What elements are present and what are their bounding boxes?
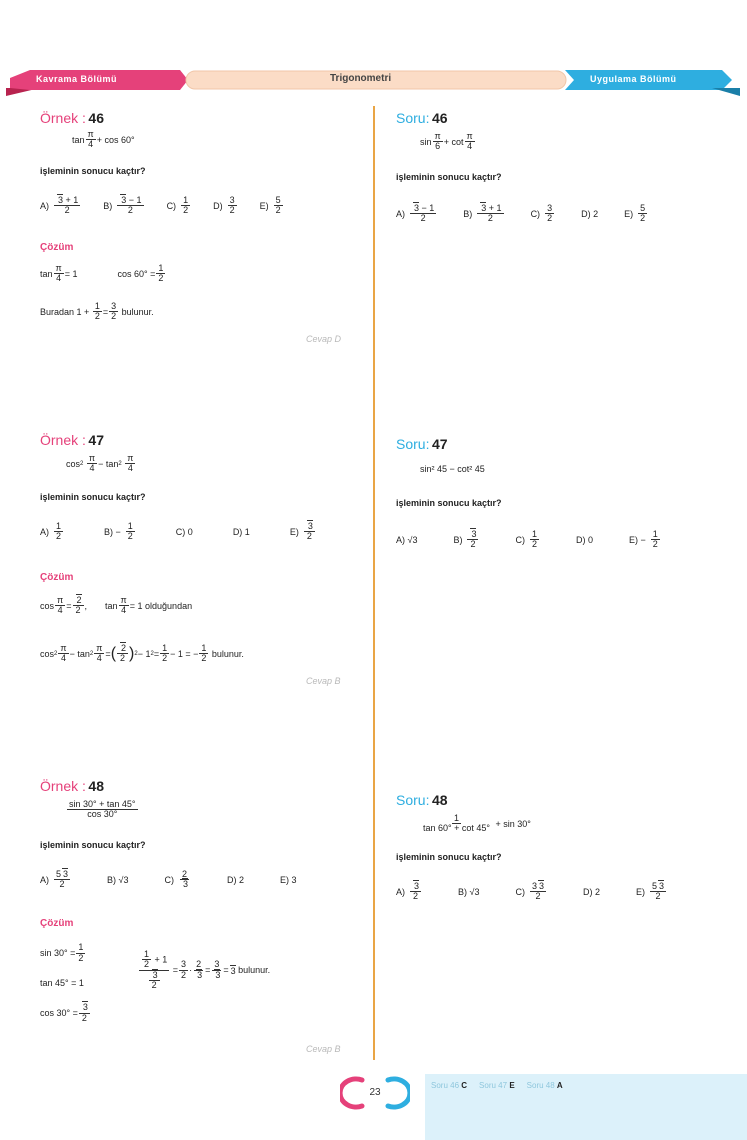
- option-d: D) $\frac{3}{2}$: [213, 195, 235, 216]
- ornek-46-title: [40, 110, 104, 126]
- option-d: D) 1: [232, 526, 250, 537]
- soru-47-question: işleminin sonucu kaçtır?: [396, 498, 502, 508]
- option-c: C) $\frac{1}{2}$: [166, 195, 189, 216]
- soru-46-options: [396, 204, 648, 224]
- ornek-47-solution-line-2: cos 2 $\frac{\pi}{4}$ − tan 2 $\frac{\pi}{4}$ = ( $\frac{2}{2}$ ) 2 − 1 2 = $\frac{1}{2}$ − 1 = − $\frac{1}{2}$ bulunur.: [40, 643, 244, 664]
- answer-key-box: [425, 1074, 747, 1140]
- ornek-47-question: işleminin sonucu kaçtır?: [40, 492, 146, 502]
- option-d: D) 0: [575, 534, 593, 545]
- page-number: 23: [369, 1087, 381, 1098]
- option-a: A) $\frac{1}{2}$: [40, 521, 62, 542]
- ornek-46-question: işleminin sonucu kaçtır?: [40, 166, 146, 176]
- ornek-47-cevap: Cevap B: [306, 676, 341, 686]
- section-right-label: Uygulama Bölümü: [590, 74, 677, 84]
- option-a: A) $\frac{3}{2}$: [396, 881, 420, 902]
- ornek-46-solution-line-2: Buradan 1 + $\frac{1}{2}$ = $\frac{3}{2}$ bulunur.: [40, 301, 154, 322]
- soru-46-expression: sin $\frac{\pi}{6}$ + cot $\frac{\pi}{4}$: [420, 131, 473, 152]
- soru-48-options: [396, 882, 667, 902]
- ornek-48-solution-left: sin 30° = $\frac{1}{2}$ tan 45° = 1 cos 30° = $\frac{3}{2}$: [40, 942, 88, 1023]
- option-c: C) $\frac{1}{2}$: [515, 529, 537, 550]
- option-b: B) $\frac{3 + 1}{2}$: [463, 203, 502, 224]
- section-left-label: Kavrama Bölümü: [36, 74, 118, 84]
- ornek-47-cozum: Çözüm: [40, 572, 74, 583]
- soru-48-question: işleminin sonucu kaçtır?: [396, 852, 502, 862]
- option-a: A) $\frac{3 + 1}{2}$: [40, 195, 79, 216]
- soru-46-question: işleminin sonucu kaçtır?: [396, 172, 502, 182]
- option-d: D) 2: [583, 886, 601, 897]
- soru-47-title: Soru: 47: [396, 436, 448, 452]
- ornek-48-options: [40, 870, 297, 890]
- ornek-48-question: işleminin sonucu kaçtır?: [40, 840, 146, 850]
- option-b: B) √3: [458, 886, 480, 897]
- ornek-47-options: [40, 522, 316, 542]
- ornek-48-cevap: Cevap B: [306, 1044, 341, 1054]
- ornek-48-title: Örnek : 48: [40, 778, 104, 794]
- page-title: Trigonometri: [330, 73, 392, 84]
- option-e: E) $\frac{5}{2}$: [259, 195, 281, 216]
- answer-key-item: Soru 48 A: [526, 1081, 563, 1090]
- answer-key-item: Soru 47 E: [479, 1081, 515, 1090]
- soru-47-options: [396, 530, 661, 550]
- option-c: C) $\frac{3 3}{2}$: [515, 881, 544, 902]
- option-c: C) $\frac{2}{3}$: [164, 869, 188, 890]
- option-b: B) $\frac{3 - 1}{2}$: [103, 195, 142, 216]
- ornek-46-cozum: Çözüm: [40, 242, 74, 253]
- option-a: A) $\frac{5 3}{2}$: [40, 869, 69, 890]
- ornek-label: Örnek :: [40, 110, 86, 126]
- soru-47-expression: sin² 45 − cot² 45: [420, 464, 485, 474]
- option-e: E) $\frac{3}{2}$: [289, 521, 313, 542]
- ornek-number: 46: [88, 110, 104, 126]
- header-bar: [0, 66, 747, 96]
- option-c: C) $\frac{3}{2}$: [530, 203, 553, 224]
- soru-48-expression: $\frac{1}{\tan 60^\circ + \cot 45^\circ}$ + sin 30°: [423, 813, 531, 834]
- option-e: E) − $\frac{1}{2}$: [629, 529, 658, 550]
- page-number-badge: [340, 1076, 410, 1110]
- ornek-47-expression: cos 2 $\frac{\pi}{4}$ − tan 2 $\frac{\pi}{4}$: [66, 453, 134, 474]
- ornek-48-solution-right: $\frac{1}{2}$ + 1 $\frac{3}{2}$ = $\frac{3}{2}$ · $\frac{2}{3}$ = $\frac{3}{3}$ = 3 bulunur.: [138, 950, 270, 991]
- ornek-46-expression: tan $\frac{\pi}{4}$ + cos 60°: [72, 129, 135, 150]
- option-c: C) 0: [175, 526, 193, 537]
- option-b: B) $\frac{3}{2}$: [453, 529, 477, 550]
- option-d: D) 2: [227, 874, 245, 885]
- soru-48-title: Soru: 48: [396, 792, 448, 808]
- option-e: E) 3: [280, 874, 297, 885]
- option-a: A) √3: [396, 534, 418, 545]
- ornek-48-cozum: Çözüm: [40, 918, 74, 929]
- ornek-47-solution-line-1: cos $\frac{\pi}{4}$ = $\frac{2}{2}$ , tan $\frac{\pi}{4}$ = 1 olduğundan: [40, 595, 193, 616]
- option-b: B) − $\frac{1}{2}$: [104, 521, 133, 542]
- ornek-48-expression: $\frac{\sin 30^\circ + \tan 45^\circ}{\cos 30^\circ}$: [69, 799, 136, 820]
- option-e: E) $\frac{5 3}{2}$: [636, 881, 665, 902]
- ornek-46-cevap: Cevap D: [306, 334, 342, 344]
- option-a: A) $\frac{3 - 1}{2}$: [396, 203, 435, 224]
- ornek-47-title: Örnek : 47: [40, 432, 104, 448]
- answer-key-item: Soru 46 C: [431, 1081, 468, 1090]
- soru-46-title: Soru: 46: [396, 110, 448, 126]
- option-e: E) $\frac{5}{2}$: [624, 203, 646, 224]
- ornek-46-solution-line-1: tan $\frac{\pi}{4}$ = 1 cos 60° = $\frac{1}{2}$: [40, 263, 164, 284]
- option-b: B) √3: [107, 874, 129, 885]
- ornek-46-options: [40, 196, 284, 216]
- column-divider: [373, 106, 375, 1060]
- option-d: D) 2: [581, 208, 599, 219]
